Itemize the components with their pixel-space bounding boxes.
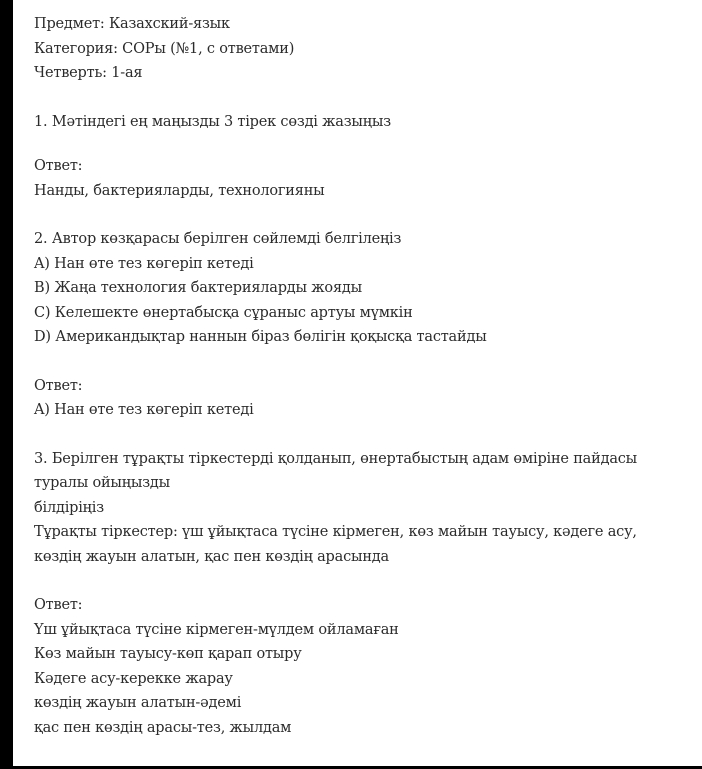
question-3-line: 3. Берілген тұрақты тіркестерді қолданып, өнертабыстың адам өміріне пайдасы (34, 450, 638, 467)
answer-2 (34, 374, 702, 423)
question-3-line: білдіріңіз (34, 499, 104, 516)
subject-line: Предмет: Казахский-язык (34, 16, 230, 32)
answer-1-label: Ответ: (34, 158, 83, 174)
spacer (34, 203, 702, 227)
option-b: B) Жаңа технология бактерияларды жояды (34, 280, 362, 296)
spacer (34, 86, 702, 110)
answer-1-text: Нанды, бактерияларды, технологияны (34, 182, 325, 199)
option-c: C) Келешекте өнертабысқа сұраныс артуы мүмкін (34, 304, 413, 321)
spacer (34, 423, 702, 447)
question-2-text: 2. Автор көзқарасы берілген сөйлемді белгілеңіз (34, 231, 402, 247)
answer-2-label: Ответ: (34, 377, 83, 394)
category-line: Категория: СОРы (№1, с ответами) (34, 40, 295, 57)
spacer (34, 134, 702, 154)
answer-3-item: Көз майын тауысу-көп қарап отыру (34, 646, 302, 662)
question-3-line: туралы ойыңызды (34, 475, 170, 491)
answer-3-item: көздің жауын алатын-әдемі (34, 695, 242, 711)
option-d: D) Американдықтар наннын біраз бөлігін қоқысқа тастайды (34, 329, 487, 345)
answer-3 (34, 593, 702, 740)
question-3-line: көздің жауын алатын, қас пен көздің арасында (34, 548, 389, 565)
answer-3-item: Үш ұйықтаса түсіне кірмеген-мүлдем ойламаған (34, 621, 399, 638)
answer-3-item: қас пен көздің арасы-тез, жылдам (34, 719, 292, 736)
question-2 (34, 227, 702, 350)
meta-block (34, 12, 702, 86)
document-page (13, 0, 702, 766)
answer-1 (34, 154, 702, 203)
option-a: A) Нан өте тез көгеріп кетеді (34, 255, 254, 272)
answer-2-text: A) Нан өте тез көгеріп кетеді (34, 402, 254, 418)
question-1-text: 1. Мәтіндегі ең маңызды 3 тірек сөзді жазыңыз (34, 113, 391, 130)
spacer (34, 350, 702, 374)
question-3 (34, 447, 702, 570)
quarter-line: Четверть: 1-ая (34, 65, 143, 81)
question-1 (34, 110, 702, 135)
spacer (34, 569, 702, 593)
question-3-line: Тұрақты тіркестер: үш ұйықтаса түсіне кірмеген, көз майын тауысу, кәдеге асу, (34, 524, 637, 540)
answer-3-label: Ответ: (34, 597, 83, 613)
answer-3-item: Кәдеге асу-керекке жарау (34, 670, 233, 687)
